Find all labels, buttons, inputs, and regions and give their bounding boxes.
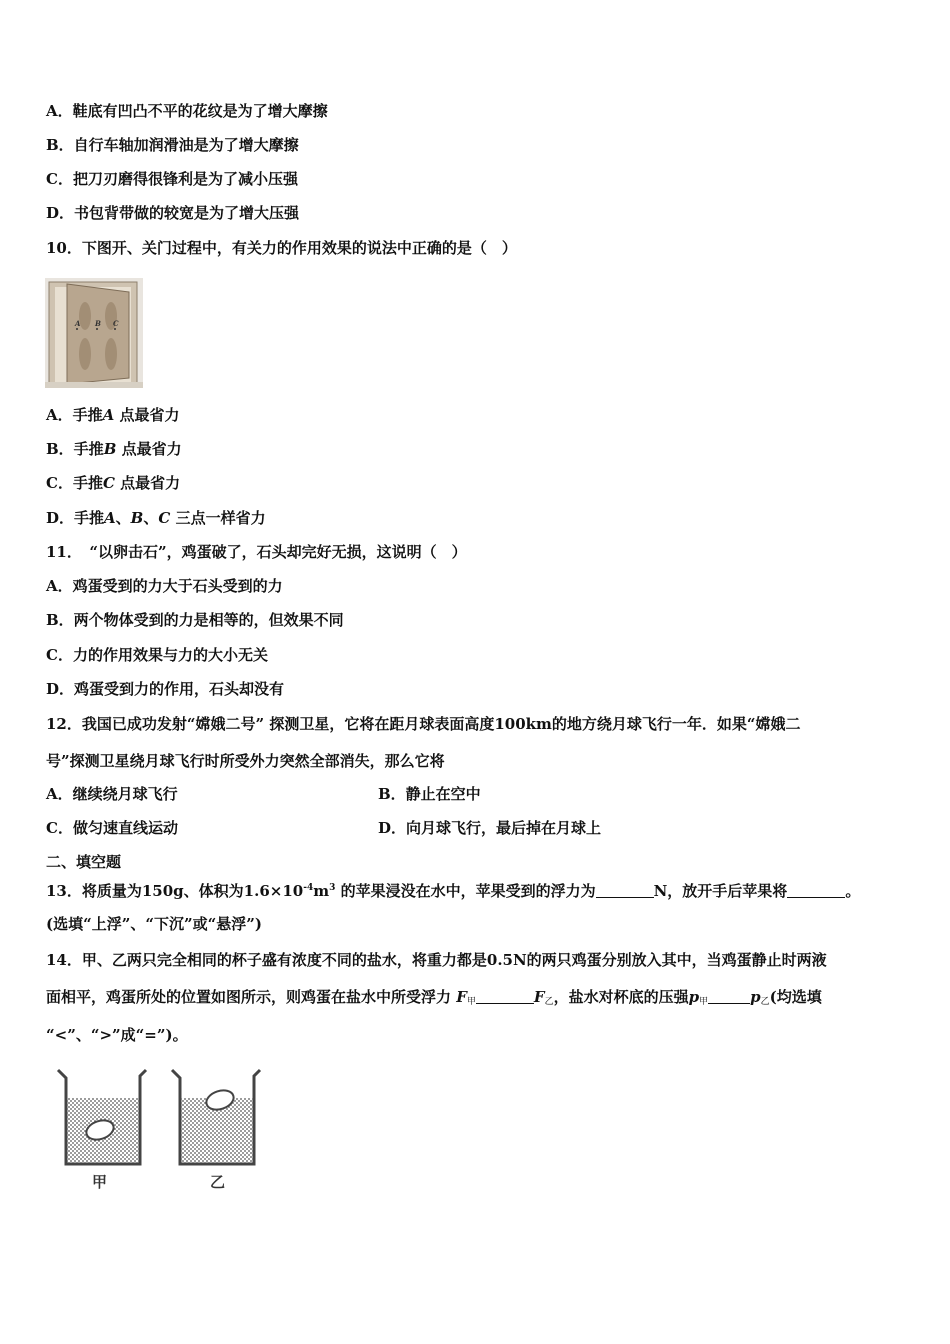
q13-hint: (选填“上浮”、“下沉”或“悬浮”): [46, 915, 262, 933]
q9-option-d: D．书包背带做的较宽是为了增大压强: [46, 204, 300, 222]
q12-option-a: A．继续绕月球飞行: [46, 785, 178, 803]
q9-option-c: C．把刀刃磨得很锋利是为了减小压强: [46, 170, 298, 188]
q10-option-c: C．手推C 点最省力: [46, 474, 181, 492]
q12-option-d: D．向月球飞行，最后掉在月球上: [378, 819, 602, 837]
q13-blank-motion[interactable]: [787, 883, 845, 898]
q11-option-a: A．鸡蛋受到的力大于石头受到的力: [46, 577, 283, 595]
q14-stem-line1: 14．甲、乙两只完全相同的杯子盛有浓度不同的盐水，将重力都是0.5N的两只鸡蛋分别放入其中，当鸡蛋静止时两液: [46, 951, 827, 969]
q9-option-a: A．鞋底有凹凸不平的花纹是为了增大摩擦: [46, 102, 328, 120]
cup-yi: [172, 1070, 260, 1164]
cup-jia: [58, 1070, 146, 1164]
door-point-label-a: A: [75, 319, 81, 328]
q11-option-d: D．鸡蛋受到力的作用，石头却没有: [46, 680, 285, 698]
q14-stem-line2: 面相平，鸡蛋所处的位置如图所示，则鸡蛋在盐水中所受浮力 $F_甲$ $F_乙$，盐水对杯底的压强$p_甲$ $p_乙$(均选填: [46, 988, 822, 1007]
q10-option-d: D．手推A、B、C 三点一样省力: [46, 509, 266, 527]
q14-stem-line3: “<”、“>”成“=”)。: [46, 1026, 188, 1044]
cups-figure: [52, 1066, 262, 1194]
section-title-fill-in: 二、填空题: [46, 853, 122, 871]
q10-option-a: A．手推A 点最省力: [46, 406, 180, 424]
q14-blank-pressure[interactable]: [708, 989, 750, 1004]
q12-stem-line2: 号”探测卫星绕月球飞行时所受外力突然全部消失，那么它将: [46, 752, 445, 770]
q11-stem: 11． “以卵击石”，鸡蛋破了，石头却完好无损，这说明（ ）: [46, 543, 467, 561]
q12-option-b: B．静止在空中: [378, 785, 481, 803]
q13-stem: 13．将质量为150g、体积为$1.6\times 10^{-4}m^3$ 的苹果浸没在水中，苹果受到的浮力为 N，放开手后苹果将 。: [46, 882, 861, 900]
door-figure: [45, 278, 143, 388]
q12-stem-line1: 12．我国已成功发射“嫦娥二号” 探测卫星，它将在距月球表面高度100km的地方绕月球飞行一年．如果“嫦娥二: [46, 715, 801, 733]
cup-label-jia: 甲: [92, 1173, 108, 1191]
q12-option-c: C．做匀速直线运动: [46, 819, 178, 837]
q11-option-c: C．力的作用效果与力的大小无关: [46, 646, 268, 664]
q9-option-b: B．自行车轴加润滑油是为了增大摩擦: [46, 136, 299, 154]
q10-option-b: B．手推B 点最省力: [46, 440, 182, 458]
cup-label-yi: 乙: [210, 1173, 226, 1191]
q14-blank-force[interactable]: [476, 989, 534, 1004]
q13-blank-buoyancy[interactable]: [596, 883, 654, 898]
q10-stem: 10．下图开、关门过程中，有关力的作用效果的说法中正确的是（ ）: [46, 239, 517, 257]
q11-option-b: B．两个物体受到的力是相等的，但效果不同: [46, 611, 344, 629]
door-point-label-c: C: [113, 319, 119, 328]
door-point-label-b: B: [95, 319, 101, 328]
